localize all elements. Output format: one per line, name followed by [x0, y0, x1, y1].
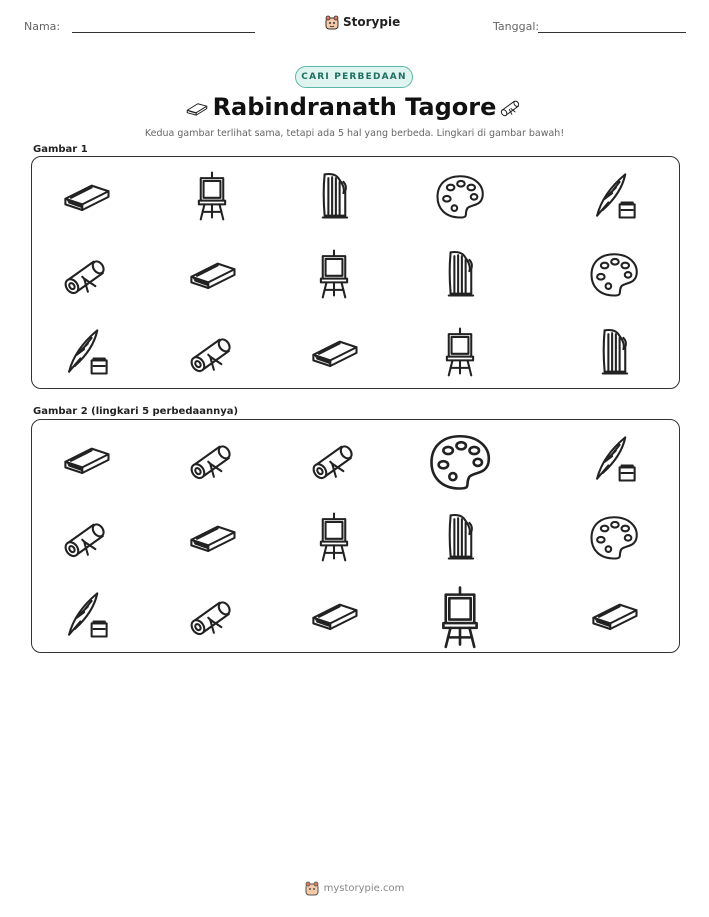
easel-icon[interactable]: [422, 578, 498, 654]
book-icon: [56, 165, 116, 225]
easel-icon: [182, 165, 242, 225]
scroll-icon[interactable]: [304, 428, 364, 488]
harp-icon: [584, 321, 644, 381]
quill-icon[interactable]: [56, 584, 116, 644]
easel-icon[interactable]: [304, 506, 364, 566]
scroll-icon[interactable]: [182, 584, 242, 644]
instructions: Kedua gambar terlihat sama, tetapi ada 5 hal yang berbeda. Lingkari di gambar bawah!: [144, 128, 565, 139]
scroll-icon[interactable]: [182, 428, 242, 488]
book-icon[interactable]: [182, 506, 242, 566]
brand: [325, 14, 400, 30]
storypie-logo-icon: [305, 880, 319, 896]
easel-icon: [304, 243, 364, 303]
brand-name: Storypie: [343, 15, 401, 29]
footer: [0, 880, 709, 896]
book-icon[interactable]: [56, 428, 116, 488]
harp-icon: [304, 165, 364, 225]
worksheet-header: [0, 14, 709, 40]
picture2-panel[interactable]: [31, 419, 680, 653]
harp-icon: [430, 243, 490, 303]
palette-icon[interactable]: [422, 422, 498, 498]
book-icon: [304, 321, 364, 381]
quill-icon[interactable]: [584, 428, 644, 488]
footer-site: mystorypie.com: [323, 882, 405, 894]
picture1-panel: [31, 156, 680, 389]
page-title: Rabindranath Tagore: [212, 93, 497, 121]
book-icon[interactable]: [584, 584, 644, 644]
harp-icon[interactable]: [430, 506, 490, 566]
scroll-icon: [56, 243, 116, 303]
book-icon: [182, 243, 242, 303]
quill-icon: [56, 321, 116, 381]
name-field[interactable]: [72, 32, 255, 33]
quill-icon: [584, 165, 644, 225]
storypie-logo-icon: [325, 14, 339, 30]
palette-icon[interactable]: [584, 506, 644, 566]
easel-icon: [430, 321, 490, 381]
scroll-icon[interactable]: [56, 506, 116, 566]
palette-icon: [430, 165, 490, 225]
picture2-label: Gambar 2 (lingkari 5 perbedaannya): [33, 406, 239, 417]
title-row: [0, 92, 709, 124]
book-icon[interactable]: [304, 584, 364, 644]
scroll-icon: [182, 321, 242, 381]
scroll-icon: [496, 94, 526, 124]
activity-badge: CARI PERBEDAAN: [295, 66, 413, 88]
date-label: Tanggal:: [493, 20, 540, 33]
name-label: Nama:: [24, 20, 61, 33]
date-field[interactable]: [538, 32, 686, 33]
palette-icon: [584, 243, 644, 303]
picture1-label: Gambar 1: [33, 144, 88, 155]
